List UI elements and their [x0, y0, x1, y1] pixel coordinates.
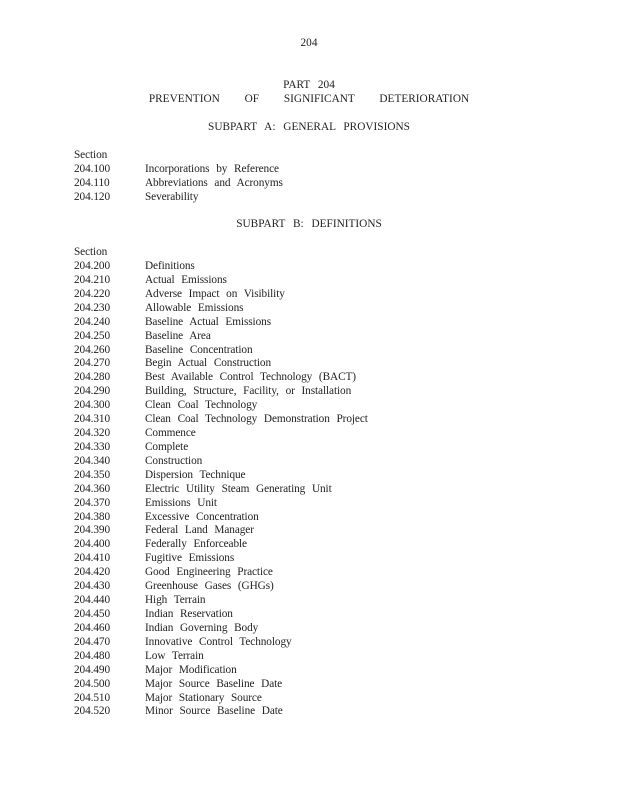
- section-number: 204.430: [74, 580, 111, 593]
- section-number: 204.280: [74, 371, 111, 384]
- section-title: Federally Enforceable: [145, 538, 247, 551]
- section-title: Incorporations by Reference: [145, 163, 279, 175]
- section-number: 204.450: [74, 608, 111, 620]
- section-title: Dispersion Technique: [145, 468, 246, 481]
- section-number: 204.260: [74, 343, 111, 356]
- section-title: Emissions Unit: [145, 496, 217, 509]
- section-title: Baseline Area: [145, 329, 211, 342]
- section-number: 204.210: [74, 273, 111, 286]
- section-title: Greenhouse Gases (GHGs): [145, 580, 274, 593]
- section-number: 204.240: [74, 315, 111, 328]
- section-title: Major Modification: [145, 663, 237, 676]
- section-number: 204.120: [74, 190, 111, 203]
- section-number: 204.270: [74, 357, 111, 370]
- section-number: 204.230: [74, 301, 111, 314]
- section-number: 204.330: [74, 440, 111, 453]
- section-title: Definitions: [145, 260, 195, 272]
- section-title: Federal Land Manager: [145, 524, 254, 537]
- section-title: Actual Emissions: [145, 273, 227, 286]
- section-number: 204.470: [74, 635, 111, 648]
- section-number: 204.250: [74, 329, 111, 342]
- section-title: Begin Actual Construction: [145, 357, 271, 370]
- section-title: Severability: [145, 190, 199, 203]
- section-number: 204.440: [74, 594, 111, 607]
- section-title: Commence: [145, 427, 196, 440]
- section-title: Construction: [145, 454, 203, 467]
- section-number: 204.320: [74, 427, 111, 440]
- section-number: 204.200: [74, 260, 111, 272]
- section-number: 204.290: [74, 385, 111, 398]
- section-title: Complete: [145, 440, 189, 453]
- section-title: Major Stationary Source: [145, 691, 262, 704]
- section-number: 204.480: [74, 649, 111, 662]
- subpart-a-heading: SUBPART A: GENERAL PROVISIONS: [208, 121, 410, 133]
- section-number: 204.510: [74, 691, 111, 704]
- subpart-a-section-label: Section: [74, 149, 108, 161]
- section-number: 204.370: [74, 496, 111, 509]
- section-number: 204.110: [74, 176, 110, 189]
- section-number: 204.380: [74, 510, 111, 523]
- section-title: Excessive Concentration: [145, 510, 259, 523]
- section-title: Minor Source Baseline Date: [145, 705, 283, 718]
- section-number: 204.410: [74, 552, 111, 565]
- section-title: Indian Reservation: [145, 608, 233, 620]
- subpart-b-heading: SUBPART B: DEFINITIONS: [236, 218, 382, 230]
- section-title: High Terrain: [145, 594, 206, 607]
- part-subtitle: PREVENTION OF SIGNIFICANT DETERIORATION: [148, 93, 470, 105]
- section-title: Baseline Actual Emissions: [145, 315, 271, 328]
- section-number: 204.460: [74, 621, 111, 634]
- section-title: Best Available Control Technology (BACT): [145, 371, 356, 384]
- section-number: 204.400: [74, 538, 111, 551]
- section-title: Good Engineering Practice: [145, 566, 273, 579]
- section-number: 204.350: [74, 468, 111, 481]
- section-number: 204.100: [74, 163, 111, 175]
- section-number: 204.300: [74, 399, 111, 412]
- section-title: Innovative Control Technology: [145, 635, 292, 648]
- section-title: Electric Utility Steam Generating Unit: [145, 482, 332, 495]
- subpart-b-section-label: Section: [74, 246, 108, 258]
- page-number: 204: [300, 37, 318, 49]
- section-title: Building, Structure, Facility, or Installation: [145, 385, 352, 398]
- section-title: Low Terrain: [145, 649, 204, 662]
- section-title: Clean Coal Technology: [145, 399, 258, 412]
- section-number: 204.360: [74, 482, 111, 495]
- section-number: 204.420: [74, 566, 111, 579]
- section-title: Indian Governing Body: [145, 621, 259, 634]
- section-title: Baseline Concentration: [145, 343, 253, 356]
- section-title: Major Source Baseline Date: [145, 677, 283, 690]
- section-title: Fugitive Emissions: [145, 552, 235, 565]
- section-number: 204.310: [74, 413, 111, 426]
- section-title: Abbreviations and Acronyms: [145, 176, 283, 189]
- section-title: Clean Coal Technology Demonstration Project: [145, 413, 368, 426]
- part-title: PART 204: [283, 79, 335, 91]
- section-number: 204.490: [74, 663, 111, 676]
- section-number: 204.390: [74, 524, 111, 537]
- section-number: 204.220: [74, 287, 111, 300]
- section-title: Allowable Emissions: [145, 301, 244, 314]
- section-number: 204.500: [74, 677, 111, 690]
- section-number: 204.520: [74, 705, 111, 718]
- section-title: Adverse Impact on Visibility: [145, 287, 285, 300]
- section-number: 204.340: [74, 454, 111, 467]
